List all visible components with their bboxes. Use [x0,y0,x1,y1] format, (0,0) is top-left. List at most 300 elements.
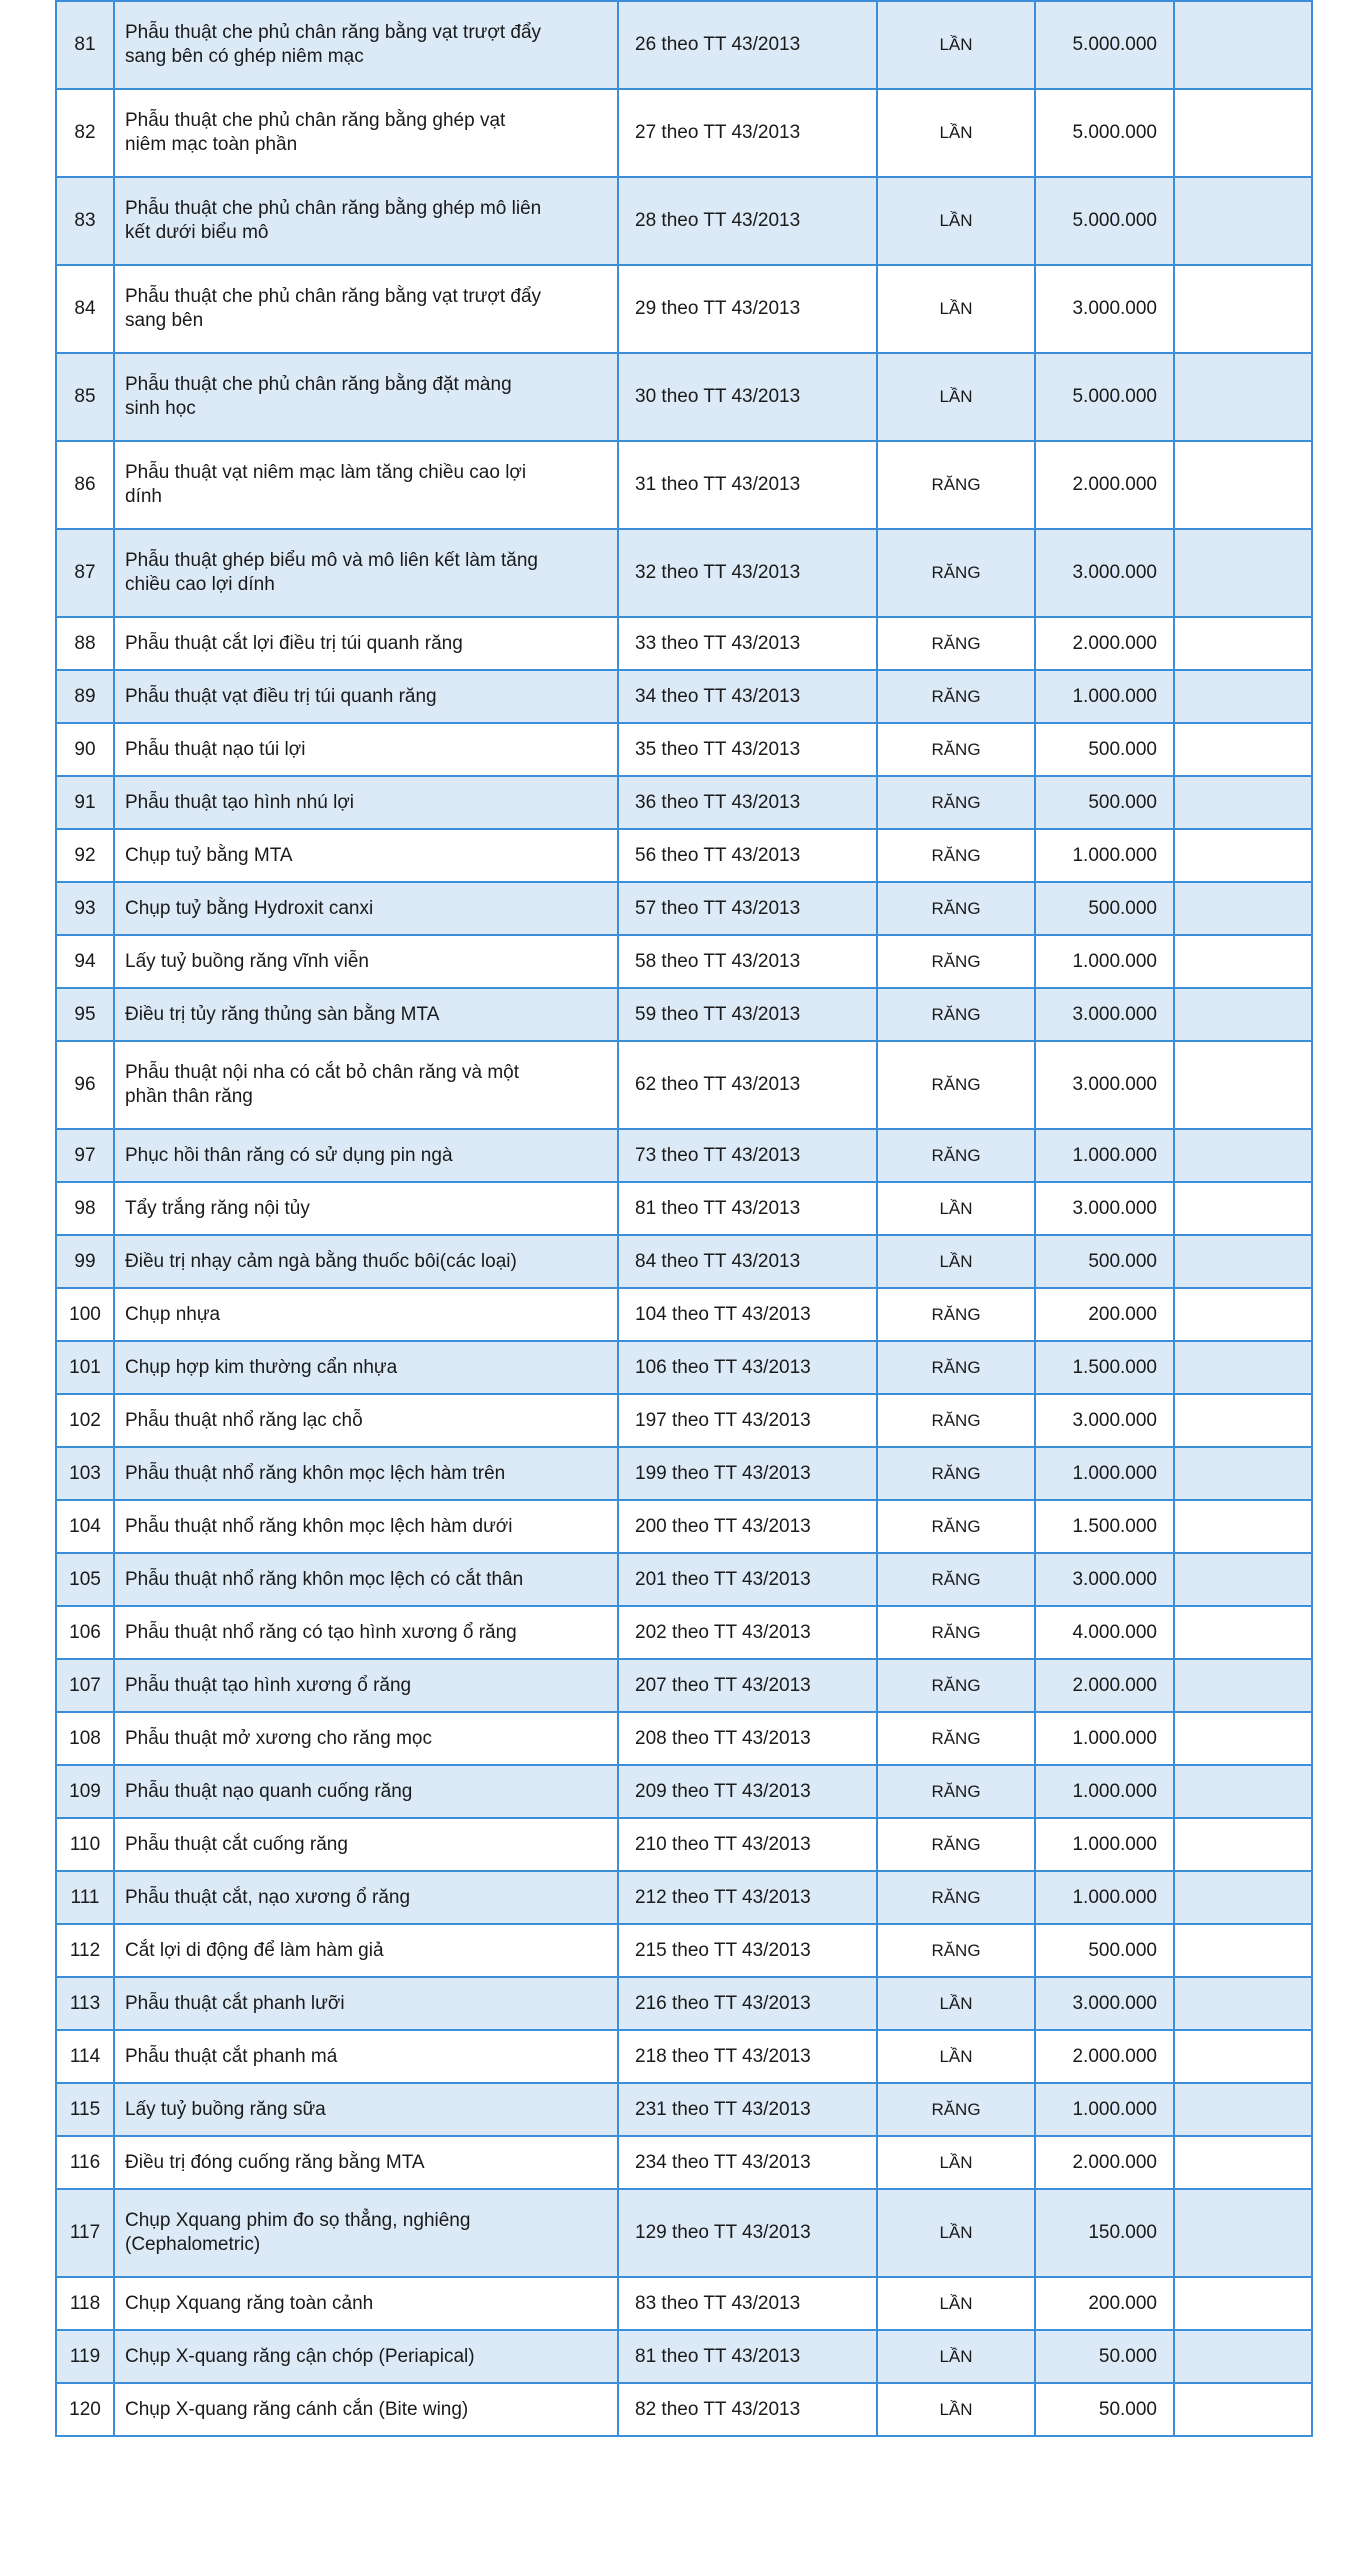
note-cell [1174,829,1312,882]
row-number: 98 [74,1197,96,1219]
service-name: Điều trị tủy răng thủng sàn bằng MTA [125,1003,440,1025]
regulation-reference: 218 theo TT 43/2013 [635,2045,811,2067]
unit-cell [877,988,1035,1041]
row-number: 101 [69,1356,101,1378]
regulation-reference-cell [618,1553,877,1606]
service-name-cell [114,2383,618,2436]
row-number: 94 [74,950,96,972]
unit: LẦN [939,2293,973,2313]
price-cell [1035,617,1174,670]
service-name: Phẫu thuật cắt cuống răng [125,1833,348,1855]
unit: RĂNG [931,1569,981,1589]
price-cell [1035,529,1174,617]
row-number-cell [56,1924,114,1977]
row-number: 83 [74,210,96,232]
regulation-reference: 62 theo TT 43/2013 [635,1074,801,1096]
note-cell [1174,988,1312,1041]
price-cell [1035,670,1174,723]
unit: RĂNG [931,1940,981,1960]
service-name-cell [114,2277,618,2330]
regulation-reference: 32 theo TT 43/2013 [635,562,801,584]
table-row [56,1129,1312,1182]
unit-cell [877,935,1035,988]
regulation-reference-cell [618,353,877,441]
service-name: Phẫu thuật che phủ chân răng bằng đặt màng sinh học [125,374,512,419]
row-number-cell [56,1041,114,1129]
regulation-reference-cell [618,1,877,89]
price: 500.000 [1088,1250,1157,1272]
service-name: Lấy tuỷ buồng răng vĩnh viễn [125,950,370,972]
row-number-cell [56,670,114,723]
service-name-cell [114,353,618,441]
table-row [56,829,1312,882]
note-cell [1174,935,1312,988]
service-name-cell [114,1341,618,1394]
note-cell [1174,2383,1312,2436]
service-name: Phẫu thuật cắt lợi điều trị túi quanh răng [125,632,463,654]
table-row [56,1659,1312,1712]
service-name: Chụp hợp kim thường cẩn nhựa [125,1356,398,1378]
price: 1.000.000 [1072,1780,1157,1802]
row-number: 113 [69,1992,101,2014]
price-cell [1035,1182,1174,1235]
price: 50.000 [1098,2398,1157,2420]
regulation-reference-cell [618,1341,877,1394]
table-row [56,1553,1312,1606]
service-name: Phẫu thuật che phủ chân răng bằng ghép mô liên kết dưới biểu mô [125,198,542,243]
regulation-reference: 29 theo TT 43/2013 [635,298,801,320]
row-number-cell [56,723,114,776]
regulation-reference-cell [618,935,877,988]
row-number-cell [56,1606,114,1659]
row-number: 119 [69,2345,101,2367]
note-cell [1174,89,1312,177]
service-name: Phẫu thuật nội nha có cắt bỏ chân răng và một phần thân răng [125,1062,519,1107]
regulation-reference-cell [618,1924,877,1977]
note-cell [1174,2083,1312,2136]
service-name-cell [114,1129,618,1182]
price-cell [1035,776,1174,829]
unit-cell [877,776,1035,829]
price: 500.000 [1088,897,1157,919]
price-cell [1035,829,1174,882]
row-number: 108 [69,1727,101,1749]
unit-cell [877,89,1035,177]
row-number: 87 [74,562,96,584]
price: 500.000 [1088,791,1157,813]
note-cell [1174,1182,1312,1235]
regulation-reference: 36 theo TT 43/2013 [635,791,801,813]
service-name: Phẫu thuật nhổ răng lạc chỗ [125,1409,363,1431]
unit: LẦN [939,2152,973,2172]
service-name: Phẫu thuật che phủ chân răng bằng vạt trượt đẩy sang bên [125,286,542,331]
service-name-cell [114,2330,618,2383]
table-row [56,1041,1312,1129]
regulation-reference: 197 theo TT 43/2013 [635,1409,811,1431]
note-cell [1174,1712,1312,1765]
note-cell [1174,2330,1312,2383]
row-number: 91 [74,791,96,813]
unit: LẦN [939,387,973,407]
row-number-cell [56,1235,114,1288]
regulation-reference-cell [618,2030,877,2083]
price: 3.000.000 [1072,1992,1157,2014]
row-number: 84 [74,298,96,320]
regulation-reference-cell [618,2136,877,2189]
service-name-cell [114,1871,618,1924]
unit-cell [877,441,1035,529]
row-number-cell [56,1659,114,1712]
price-cell [1035,1341,1174,1394]
unit: RĂNG [931,739,981,759]
regulation-reference-cell [618,2330,877,2383]
row-number: 110 [69,1833,101,1855]
row-number-cell [56,829,114,882]
unit: LẦN [939,299,973,319]
note-cell [1174,1924,1312,1977]
unit-cell [877,2083,1035,2136]
service-name-cell [114,882,618,935]
row-number-cell [56,265,114,353]
regulation-reference-cell [618,529,877,617]
row-number-cell [56,353,114,441]
note-cell [1174,1659,1312,1712]
service-name-cell [114,1288,618,1341]
row-number-cell [56,1182,114,1235]
unit-cell [877,265,1035,353]
row-number-cell [56,2277,114,2330]
unit-cell [877,670,1035,723]
table-row [56,1871,1312,1924]
regulation-reference: 35 theo TT 43/2013 [635,738,801,760]
unit-cell [877,882,1035,935]
unit: RĂNG [931,563,981,583]
price: 3.000.000 [1072,1409,1157,1431]
service-name-cell [114,1447,618,1500]
regulation-reference-cell [618,2277,877,2330]
row-number: 105 [69,1568,101,1590]
service-name-cell [114,1818,618,1871]
unit-cell [877,1,1035,89]
unit: RĂNG [931,1075,981,1095]
regulation-reference-cell [618,1500,877,1553]
unit: RĂNG [931,686,981,706]
unit: RĂNG [931,2099,981,2119]
unit-cell [877,2383,1035,2436]
row-number: 81 [74,34,96,56]
price: 3.000.000 [1072,1003,1157,1025]
unit-cell [877,1394,1035,1447]
row-number: 93 [74,897,96,919]
unit-cell [877,1553,1035,1606]
row-number-cell [56,1977,114,2030]
note-cell [1174,1129,1312,1182]
regulation-reference-cell [618,1447,877,1500]
service-name: Chụp tuỷ bằng Hydroxit canxi [125,897,374,919]
regulation-reference-cell [618,1041,877,1129]
unit-cell [877,2030,1035,2083]
regulation-reference-cell [618,1394,877,1447]
table-row [56,1341,1312,1394]
table-row [56,177,1312,265]
unit: RĂNG [931,1357,981,1377]
table-row [56,1818,1312,1871]
row-number: 120 [69,2398,101,2420]
unit: LẦN [939,35,973,55]
unit-cell [877,1924,1035,1977]
regulation-reference: 73 theo TT 43/2013 [635,1144,801,1166]
unit-cell [877,1041,1035,1129]
table-row [56,670,1312,723]
service-name: Phẫu thuật tạo hình nhú lợi [125,791,355,813]
service-name-cell [114,1924,618,1977]
unit-cell [877,529,1035,617]
row-number: 85 [74,386,96,408]
price-table-body [56,1,1312,2436]
regulation-reference: 28 theo TT 43/2013 [635,210,801,232]
unit: LẦN [939,2046,973,2066]
row-number-cell [56,441,114,529]
price: 1.000.000 [1072,950,1157,972]
row-number-cell [56,529,114,617]
regulation-reference-cell [618,177,877,265]
table-row [56,935,1312,988]
price: 2.000.000 [1072,474,1157,496]
unit: RĂNG [931,1410,981,1430]
price-cell [1035,1041,1174,1129]
unit: LẦN [939,1198,973,1218]
regulation-reference: 30 theo TT 43/2013 [635,386,801,408]
regulation-reference-cell [618,723,877,776]
note-cell [1174,1235,1312,1288]
unit: LẦN [939,1251,973,1271]
row-number-cell [56,1129,114,1182]
price: 3.000.000 [1072,298,1157,320]
price: 1.000.000 [1072,1886,1157,1908]
regulation-reference-cell [618,1712,877,1765]
row-number-cell [56,935,114,988]
unit-cell [877,2136,1035,2189]
service-name-cell [114,1235,618,1288]
table-row [56,2330,1312,2383]
price-cell [1035,1712,1174,1765]
unit-cell [877,1288,1035,1341]
regulation-reference: 208 theo TT 43/2013 [635,1727,811,1749]
row-number: 103 [69,1462,101,1484]
regulation-reference-cell [618,1606,877,1659]
regulation-reference-cell [618,776,877,829]
regulation-reference: 34 theo TT 43/2013 [635,685,801,707]
row-number: 104 [69,1515,101,1537]
unit: LẦN [939,123,973,143]
unit-cell [877,723,1035,776]
table-row [56,2189,1312,2277]
row-number-cell [56,1712,114,1765]
regulation-reference-cell [618,988,877,1041]
table-row [56,1500,1312,1553]
row-number-cell [56,1871,114,1924]
unit: RĂNG [931,1781,981,1801]
note-cell [1174,177,1312,265]
service-name: Phục hồi thân răng có sử dụng pin ngà [125,1144,453,1166]
service-name: Điều trị nhạy cảm ngà bằng thuốc bôi(các loại) [125,1250,517,1272]
regulation-reference-cell [618,617,877,670]
row-number-cell [56,1394,114,1447]
row-number-cell [56,2083,114,2136]
table-row [56,776,1312,829]
table-row [56,353,1312,441]
service-name: Phẫu thuật mở xương cho răng mọc [125,1727,432,1749]
price-cell [1035,1,1174,89]
note-cell [1174,265,1312,353]
regulation-reference: 57 theo TT 43/2013 [635,897,801,919]
row-number: 92 [74,844,96,866]
price: 5.000.000 [1072,386,1157,408]
price-cell [1035,1394,1174,1447]
price-cell [1035,2277,1174,2330]
row-number: 88 [74,632,96,654]
note-cell [1174,1341,1312,1394]
service-name-cell [114,988,618,1041]
row-number: 102 [69,1409,101,1431]
regulation-reference-cell [618,89,877,177]
table-row [56,1765,1312,1818]
row-number-cell [56,2136,114,2189]
row-number-cell [56,1818,114,1871]
note-cell [1174,2030,1312,2083]
service-name-cell [114,1182,618,1235]
unit: RĂNG [931,951,981,971]
regulation-reference: 81 theo TT 43/2013 [635,1197,801,1219]
table-row [56,988,1312,1041]
unit: RĂNG [931,1887,981,1907]
price: 200.000 [1088,2292,1157,2314]
row-number-cell [56,2030,114,2083]
note-cell [1174,776,1312,829]
note-cell [1174,1818,1312,1871]
unit: RĂNG [931,1004,981,1024]
price: 50.000 [1098,2345,1157,2367]
note-cell [1174,617,1312,670]
table-row [56,2383,1312,2436]
table-row [56,1712,1312,1765]
table-row [56,89,1312,177]
service-name: Tẩy trắng răng nội tủy [125,1197,310,1219]
price: 500.000 [1088,738,1157,760]
regulation-reference: 231 theo TT 43/2013 [635,2098,811,2120]
row-number: 106 [69,1621,101,1643]
note-cell [1174,1,1312,89]
price: 5.000.000 [1072,210,1157,232]
price: 5.000.000 [1072,122,1157,144]
service-name-cell [114,441,618,529]
regulation-reference: 59 theo TT 43/2013 [635,1003,801,1025]
row-number-cell [56,617,114,670]
unit: RĂNG [931,845,981,865]
unit-cell [877,617,1035,670]
regulation-reference-cell [618,1288,877,1341]
regulation-reference: 212 theo TT 43/2013 [635,1886,811,1908]
note-cell [1174,723,1312,776]
unit: RĂNG [931,1304,981,1324]
table-row [56,617,1312,670]
regulation-reference: 106 theo TT 43/2013 [635,1356,811,1378]
price: 1.000.000 [1072,1727,1157,1749]
service-name-cell [114,1659,618,1712]
row-number: 95 [74,1003,96,1025]
row-number-cell [56,988,114,1041]
service-name: Cắt lợi di động để làm hàm giả [125,1939,384,1961]
unit-cell [877,1606,1035,1659]
note-cell [1174,2189,1312,2277]
price: 3.000.000 [1072,1197,1157,1219]
unit: RĂNG [931,1675,981,1695]
unit-cell [877,829,1035,882]
table-row [56,2277,1312,2330]
unit-cell [877,2277,1035,2330]
row-number: 118 [69,2292,101,2314]
service-name: Lấy tuỷ buồng răng sữa [125,2098,326,2120]
price: 150.000 [1088,2222,1157,2244]
service-name: Phẫu thuật nhổ răng khôn mọc lệch có cắt thân [125,1568,524,1590]
unit-cell [877,1765,1035,1818]
regulation-reference-cell [618,1659,877,1712]
service-name-cell [114,670,618,723]
price: 3.000.000 [1072,1568,1157,1590]
unit: RĂNG [931,1145,981,1165]
regulation-reference: 129 theo TT 43/2013 [635,2222,811,2244]
row-number: 117 [69,2222,101,2244]
price: 2.000.000 [1072,2151,1157,2173]
service-name-cell [114,1606,618,1659]
table-row [56,1182,1312,1235]
price-cell [1035,441,1174,529]
row-number-cell [56,776,114,829]
note-cell [1174,882,1312,935]
note-cell [1174,1041,1312,1129]
row-number-cell [56,177,114,265]
row-number: 82 [74,122,96,144]
service-name-cell [114,1041,618,1129]
row-number-cell [56,1765,114,1818]
note-cell [1174,529,1312,617]
regulation-reference-cell [618,1182,877,1235]
price-cell [1035,265,1174,353]
service-name-cell [114,2136,618,2189]
price-cell [1035,89,1174,177]
note-cell [1174,1606,1312,1659]
service-name-cell [114,1977,618,2030]
service-name: Chụp X-quang răng cận chóp (Periapical) [125,2345,475,2367]
service-name: Phẫu thuật cắt phanh lưỡi [125,1992,345,2014]
regulation-reference-cell [618,1765,877,1818]
price: 4.000.000 [1072,1621,1157,1643]
row-number: 107 [69,1674,101,1696]
regulation-reference-cell [618,1129,877,1182]
service-name: Phẫu thuật cắt phanh má [125,2045,338,2067]
service-name: Điều trị đóng cuống răng bằng MTA [125,2151,425,2173]
row-number-cell [56,89,114,177]
service-name: Phẫu thuật che phủ chân răng bằng ghép vạt niêm mạc toàn phần [125,110,506,155]
regulation-reference-cell [618,2189,877,2277]
row-number-cell [56,2383,114,2436]
row-number-cell [56,1553,114,1606]
regulation-reference-cell [618,1818,877,1871]
regulation-reference-cell [618,441,877,529]
service-name-cell [114,723,618,776]
table-row [56,723,1312,776]
price-cell [1035,1818,1174,1871]
